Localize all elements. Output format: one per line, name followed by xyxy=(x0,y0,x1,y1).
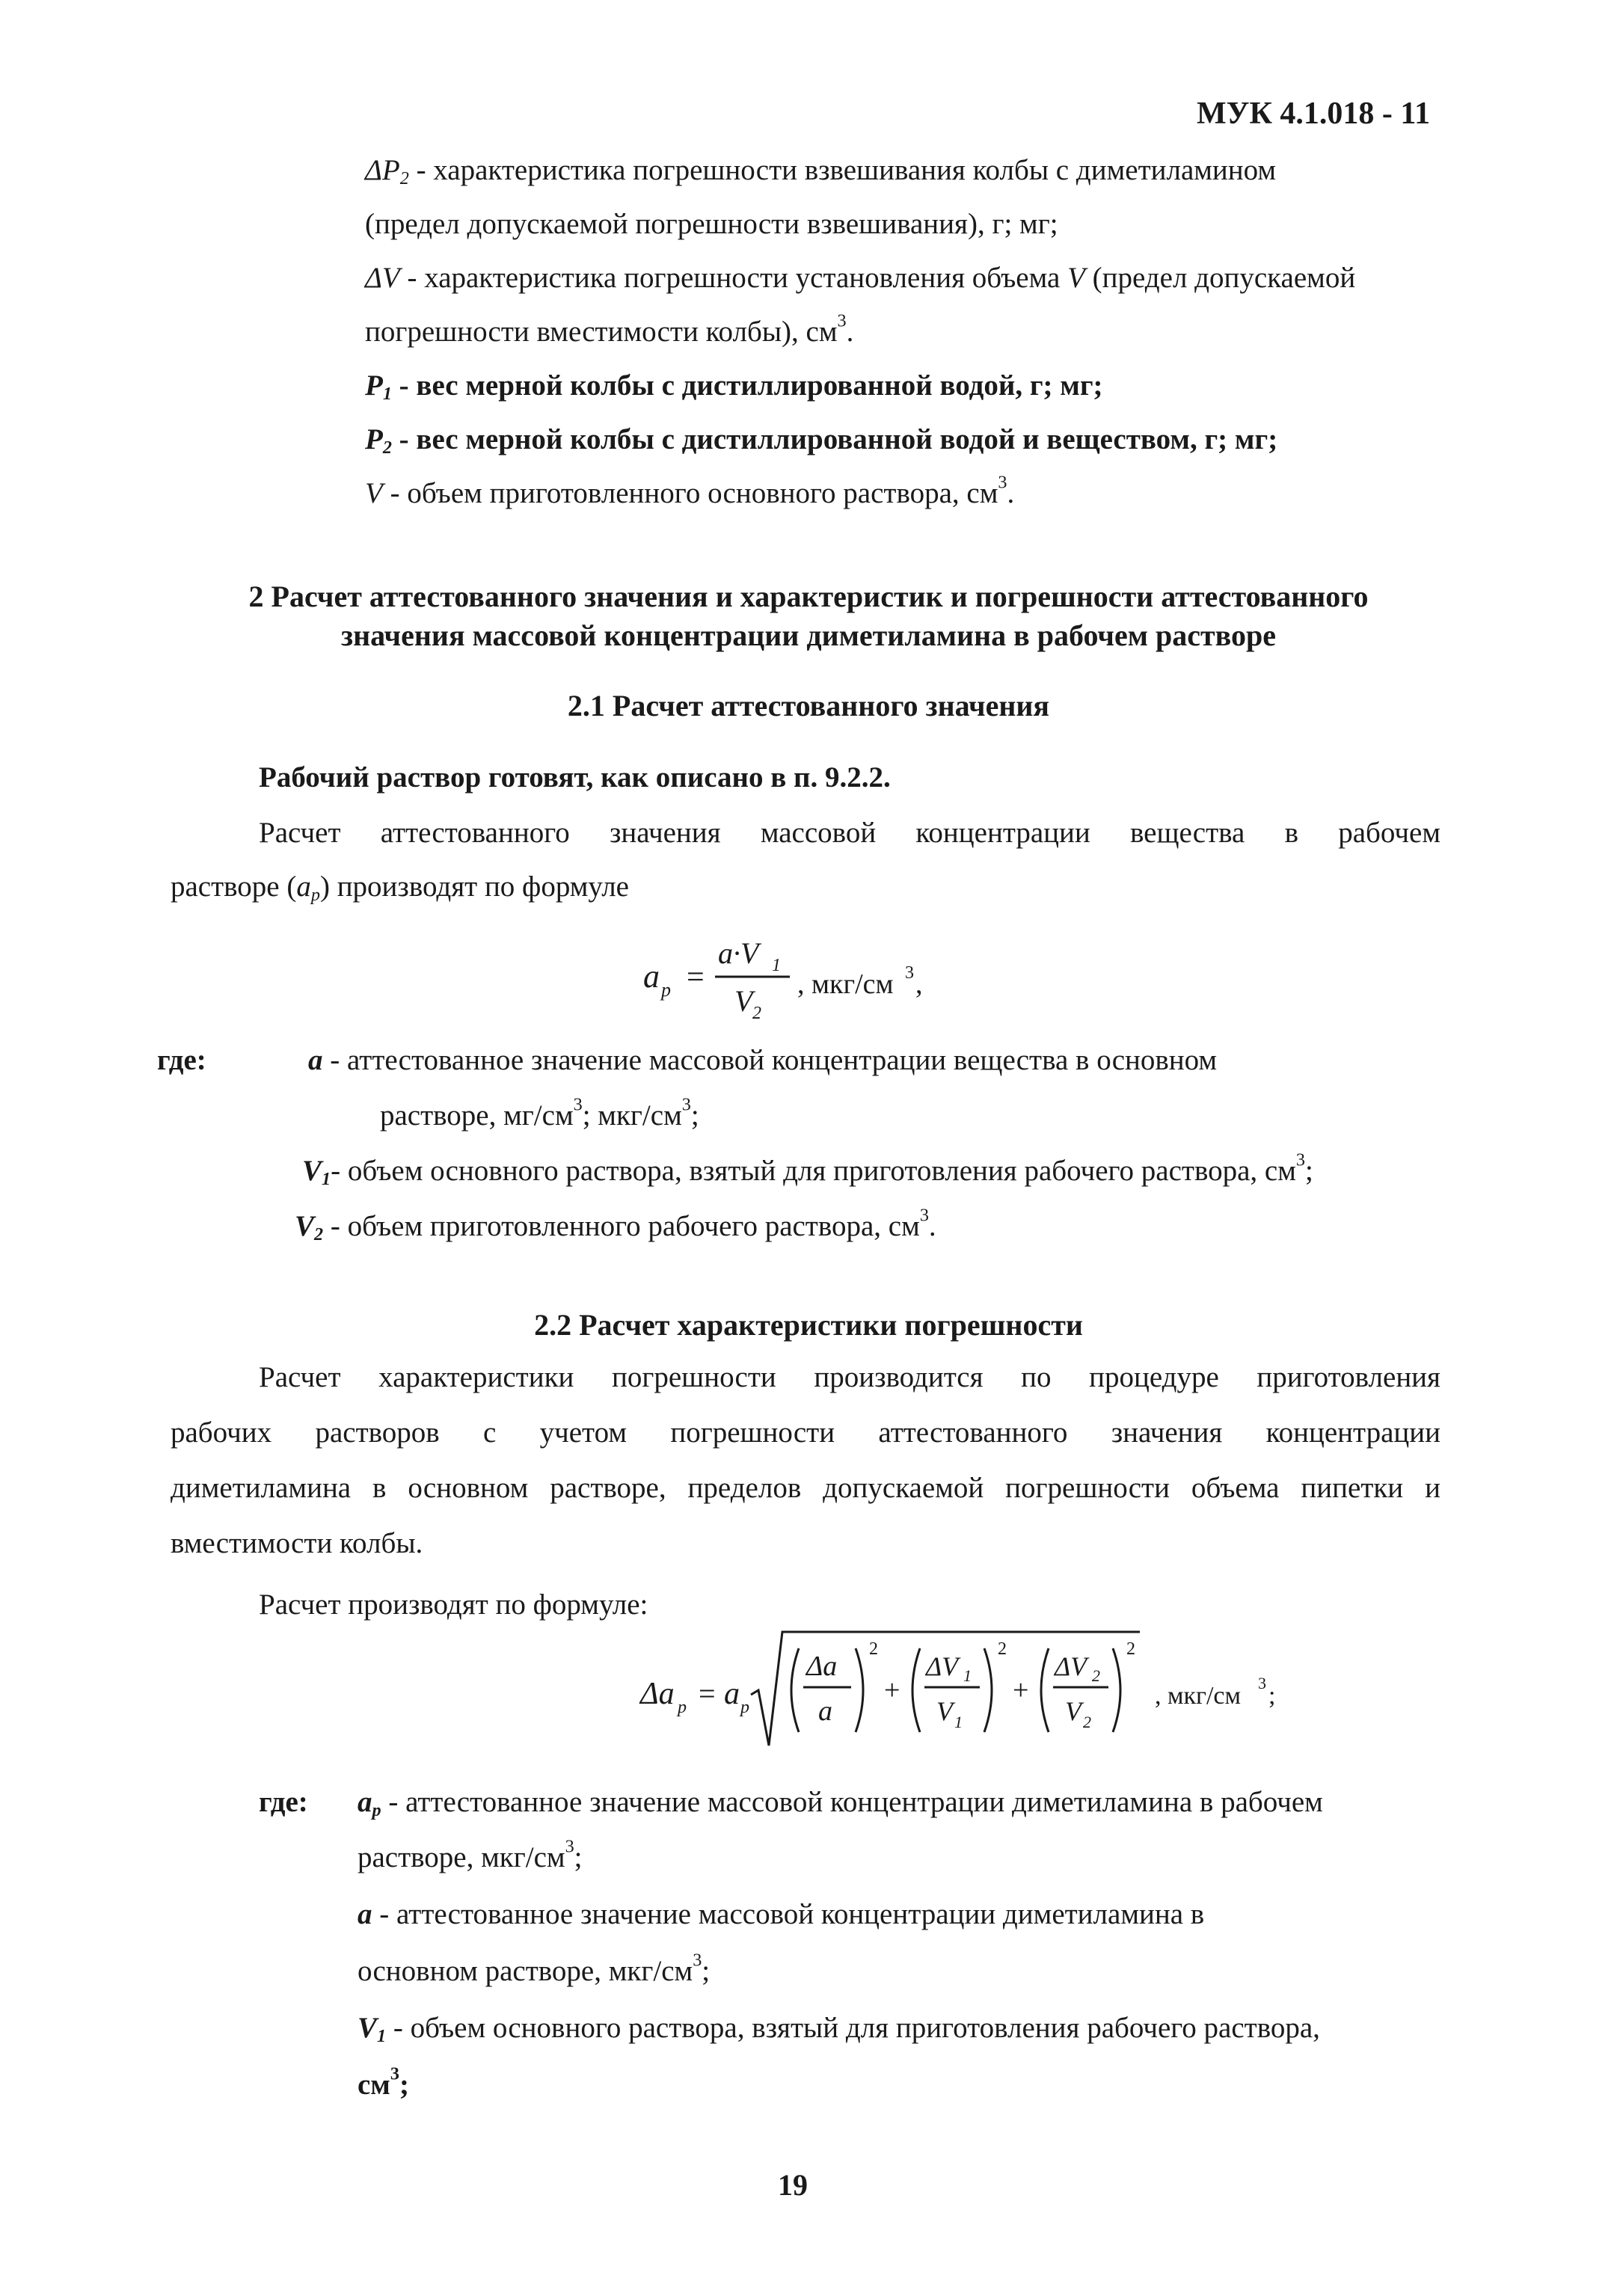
definition-text: ; мкг/см xyxy=(582,1099,682,1132)
term2-denominator-subscript: 1 xyxy=(954,1713,963,1731)
definition-v2 xyxy=(295,1205,936,1245)
definition-text: - характеристика погрешности взвешивания колбы с диметиламином xyxy=(408,154,1277,186)
formula-equals: = xyxy=(687,960,705,995)
definition-p1 xyxy=(365,369,1103,405)
symbol: a xyxy=(358,1898,372,1930)
symbol: ΔP xyxy=(365,154,400,186)
formula-unit-superscript: 3 xyxy=(1258,1674,1266,1692)
right-paren xyxy=(984,1648,992,1732)
where-label: где: xyxy=(157,1044,206,1076)
formula-numerator-subscript: 1 xyxy=(772,956,781,975)
definition-v1 xyxy=(358,2012,1320,2047)
right-paren xyxy=(1113,1648,1120,1732)
definition-text: - вес мерной колбы с дистиллированной водой и веществом, г; мг; xyxy=(391,423,1278,455)
where-label: где: xyxy=(259,1786,308,1818)
superscript: 3 xyxy=(693,1950,702,1971)
paragraph: Рабочий раствор готовят, как описано в п. 9.2.2. xyxy=(259,761,891,794)
definition-text: ; xyxy=(702,1955,711,1987)
definition-text: . xyxy=(928,1210,936,1242)
text: растворе ( xyxy=(171,871,297,903)
definition-text: ; xyxy=(1305,1155,1313,1187)
definition-text: . xyxy=(1007,477,1015,509)
left-paren xyxy=(912,1648,920,1732)
definition-text: растворе, мг/см xyxy=(380,1099,574,1132)
definition-text: - объем основного раствора, взятый для приготовления рабочего раствора, xyxy=(386,2012,1320,2044)
symbol-subscript: 1 xyxy=(377,2026,387,2047)
term1-power: 2 xyxy=(869,1639,878,1659)
term3-numerator-subscript: 2 xyxy=(1092,1666,1100,1685)
formula-factor-subscript: p xyxy=(740,1698,749,1717)
symbol: a xyxy=(358,1786,372,1818)
definition-text: - объем приготовленного основного раствора, см xyxy=(382,477,998,509)
document-code: МУК 4.1.018 - 11 xyxy=(1197,96,1431,131)
paragraph-line: вместимости колбы. xyxy=(171,1527,423,1559)
formula-unit: , мкг/см xyxy=(1155,1682,1242,1710)
symbol: V xyxy=(302,1155,322,1187)
definition-text: - аттестованное значение массовой концентрации вещества в основном xyxy=(322,1044,1218,1076)
definition-ap xyxy=(358,1786,1323,1821)
left-paren xyxy=(1041,1648,1049,1732)
definition-text: погрешности вместимости колбы), см xyxy=(365,316,838,348)
paragraph-line: рабочих растворов с учетом погрешности аттестованного значения концентрации xyxy=(171,1416,1440,1449)
symbol-subscript: 2 xyxy=(314,1224,324,1245)
formula-numerator: a·V xyxy=(718,936,759,970)
formula-error-characteristic xyxy=(640,1621,1298,1756)
superscript: 3 xyxy=(565,1836,574,1857)
superscript: 3 xyxy=(998,472,1007,493)
formula-working-concentration xyxy=(643,929,957,1026)
symbol: V xyxy=(365,477,383,509)
radical-sign xyxy=(751,1632,1140,1746)
definition-continuation xyxy=(365,209,1058,239)
definition-text: - аттестованное значение массовой концентрации диметиламина в рабочем xyxy=(381,1786,1323,1818)
formula-equals: = xyxy=(699,1677,716,1710)
paragraph-line: Расчет характеристики погрешности производится по процедуре приготовления xyxy=(259,1361,1440,1393)
term1-numerator: Δa xyxy=(806,1651,838,1682)
symbol: ΔV xyxy=(365,262,400,294)
definition-delta-p2 xyxy=(365,154,1277,189)
left-paren xyxy=(791,1648,799,1732)
superscript: 3 xyxy=(1295,1149,1306,1170)
symbol: V xyxy=(1067,262,1085,294)
term3-power: 2 xyxy=(1126,1639,1135,1659)
plus-sign: + xyxy=(1013,1675,1029,1706)
symbol: V xyxy=(358,2012,378,2044)
definition-continuation xyxy=(358,1836,583,1873)
definition-text: - характеристика погрешности установления объема xyxy=(399,262,1068,294)
formula-lhs-subscript: p xyxy=(678,1698,687,1717)
formula-unit: , мкг/см xyxy=(797,969,894,1000)
definition-continuation xyxy=(358,2063,409,2101)
superscript: 3 xyxy=(837,310,847,331)
superscript: 3 xyxy=(681,1094,691,1115)
superscript: 3 xyxy=(390,2063,399,2084)
paragraph-line: диметиламина в основном растворе, пределов допускаемой погрешности объема пипетки и xyxy=(171,1472,1440,1504)
term3-numerator: ΔV xyxy=(1055,1651,1087,1681)
term2-denominator: V xyxy=(936,1696,953,1726)
section-2-2-title: 2.2 Расчет характеристики погрешности xyxy=(534,1308,1083,1342)
definition-a xyxy=(358,1900,1204,1929)
definition-a xyxy=(308,1046,1217,1075)
text: ) производят по формуле xyxy=(319,871,629,903)
section-2-1-title: 2.1 Расчет аттестованного значения xyxy=(567,689,1050,722)
term3-denominator: V xyxy=(1065,1696,1081,1726)
superscript: 3 xyxy=(573,1094,583,1115)
definition-text: основном растворе, мкг/см xyxy=(358,1955,693,1987)
definition-text: - аттестованное значение массовой концентрации диметиламина в xyxy=(372,1898,1205,1930)
formula-lhs-subscript: p xyxy=(661,979,671,1001)
section-2-title-line-2: значения массовой концентрации диметиламина в рабочем растворе xyxy=(341,618,1276,652)
term2-power: 2 xyxy=(998,1639,1007,1659)
definition-continuation xyxy=(380,1094,699,1132)
symbol: P xyxy=(365,369,383,402)
symbol: a xyxy=(296,871,311,903)
symbol-subscript: p xyxy=(372,1800,381,1821)
section-2-title-line-1: 2 Расчет аттестованного значения и характеристик и погрешности аттестованного xyxy=(248,580,1369,613)
symbol: P xyxy=(365,423,383,455)
definition-text: - вес мерной колбы с дистиллированной водой, г; мг; xyxy=(391,369,1103,402)
definition-text: см xyxy=(358,2069,390,2101)
paragraph-line xyxy=(171,871,629,906)
symbol-subscript: 1 xyxy=(382,384,392,405)
symbol-subscript: 1 xyxy=(322,1169,331,1190)
term3-denominator-subscript: 2 xyxy=(1083,1713,1091,1731)
paragraph: Расчет производят по формуле: xyxy=(259,1589,648,1621)
definition-continuation xyxy=(365,310,854,348)
formula-lhs: Δa xyxy=(640,1677,675,1711)
symbol-subscript: 2 xyxy=(382,438,392,458)
definition-text: (предел допускаемой xyxy=(1084,262,1356,294)
definition-text: ; xyxy=(574,1841,583,1873)
formula-unit-punct: , xyxy=(915,969,923,1000)
formula-factor: a xyxy=(724,1677,740,1711)
right-paren xyxy=(856,1648,863,1732)
definition-continuation xyxy=(358,1950,711,1987)
page-number: 19 xyxy=(778,2168,808,2202)
definition-delta-v xyxy=(365,263,1355,292)
formula-unit-superscript: 3 xyxy=(905,963,914,983)
symbol: a xyxy=(308,1044,323,1076)
paragraph-line: Расчет аттестованного значения массовой концентрации вещества в рабочем xyxy=(259,817,1440,849)
definition-text: растворе, мкг/см xyxy=(358,1841,565,1873)
definition-text: - объем основного раствора, взятый для приготовления рабочего раствора, см xyxy=(331,1155,1296,1187)
superscript: 3 xyxy=(919,1205,929,1226)
definition-text: - объем приготовленного рабочего раствора, см xyxy=(323,1210,920,1242)
term1-denominator: a xyxy=(818,1695,832,1727)
definition-text: ; xyxy=(399,2069,409,2101)
definition-text: ; xyxy=(690,1099,699,1132)
formula-lhs: a xyxy=(643,958,660,995)
definition-text: . xyxy=(846,316,854,348)
formula-denominator-subscript: 2 xyxy=(752,1004,761,1023)
formula-unit-punct: ; xyxy=(1268,1682,1276,1710)
term2-numerator: ΔV xyxy=(926,1651,959,1681)
symbol-subscript: p xyxy=(310,885,320,906)
formula-denominator: V xyxy=(734,984,753,1018)
symbol: V xyxy=(295,1210,315,1242)
definition-text: (предел допускаемой погрешности взвешивания), г; мг; xyxy=(365,208,1058,240)
plus-sign: + xyxy=(884,1675,900,1706)
definition-v xyxy=(365,472,1015,509)
definition-v1 xyxy=(302,1149,1313,1190)
definition-p2 xyxy=(365,423,1278,458)
symbol-subscript: 2 xyxy=(399,168,409,189)
term2-numerator-subscript: 1 xyxy=(963,1666,972,1685)
